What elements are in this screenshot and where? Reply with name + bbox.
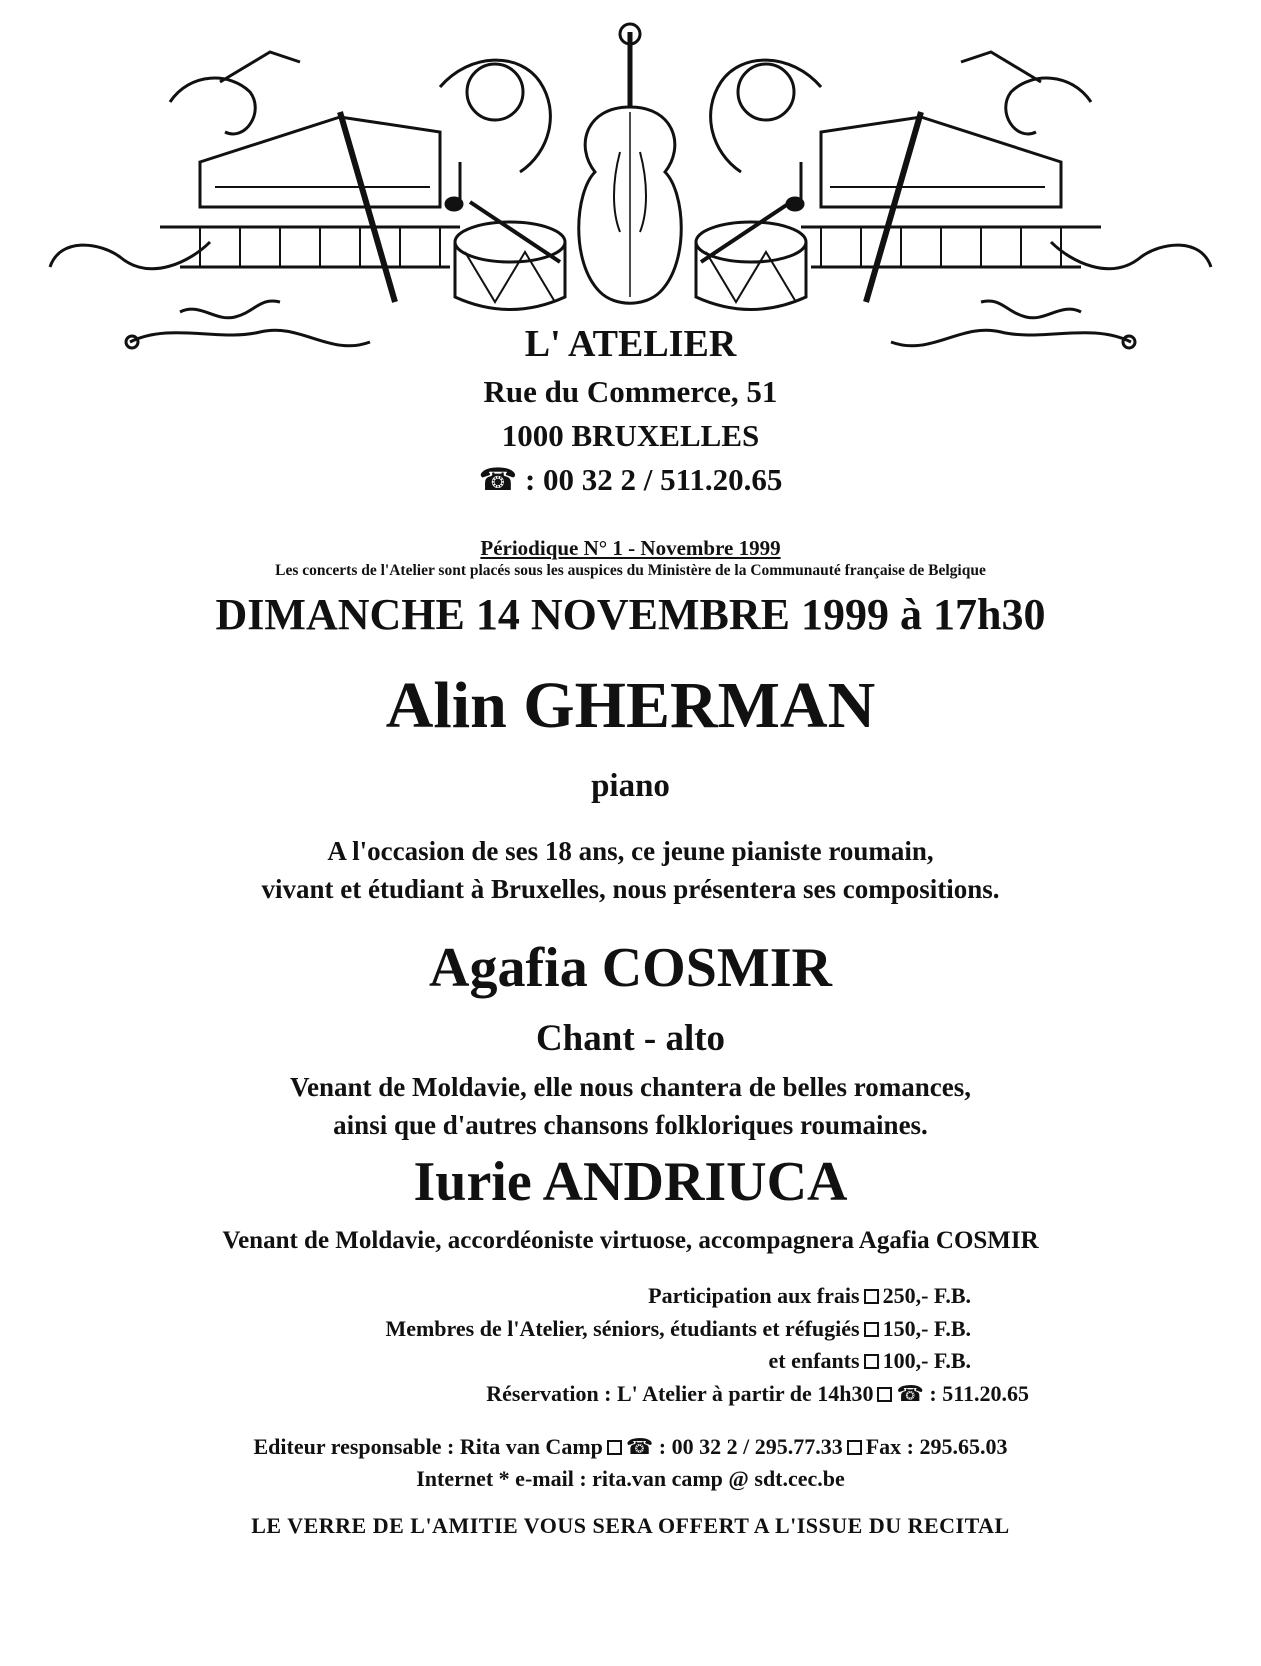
auspices-note: Les concerts de l'Atelier sont placés sous les auspices du Ministère de la Communauté française de Belgique: [275, 562, 986, 579]
price-row-members: [385, 1316, 971, 1342]
telephone-icon: ☎: [625, 1434, 654, 1459]
performer-description: Venant de Moldavie, elle nous chantera de belles romances,: [290, 1072, 971, 1102]
price-value: 150,- F.B.: [882, 1316, 971, 1341]
performer-name: Alin GHERMAN: [385, 669, 876, 742]
bullet-box-icon: [847, 1440, 862, 1455]
performer-description: Venant de Moldavie, accordéoniste virtuose, accompagnera Agafia COSMIR: [222, 1227, 1039, 1254]
venue-name: L' ATELIER: [524, 323, 737, 365]
bullet-box-icon: [864, 1354, 879, 1369]
price-label: Membres de l'Atelier, séniors, étudiants et réfugiés: [385, 1316, 860, 1341]
venue-street: Rue du Commerce, 51: [483, 374, 778, 409]
performer-description: A l'occasion de ses 18 ans, ce jeune pianiste roumain,: [327, 836, 934, 866]
reservation-label: Réservation : L' Atelier à partir de 14h30: [486, 1381, 874, 1406]
price-row-standard: [648, 1283, 971, 1309]
reservation-phone: : 511.20.65: [929, 1381, 1029, 1406]
performer-role: Chant - alto: [535, 1018, 726, 1059]
periodical: Périodique N° 1 - Novembre 1999: [480, 536, 781, 560]
periodical-line: [0, 536, 1261, 561]
reservation-row: [486, 1381, 1029, 1407]
editor-name: Editeur responsable : Rita van Camp: [253, 1434, 603, 1459]
price-row-children: [769, 1348, 971, 1374]
performer-description: ainsi que d'autres chansons folkloriques roumaines.: [333, 1110, 928, 1140]
performer-name: Iurie ANDRIUCA: [413, 1151, 848, 1213]
internet-line: Internet * e-mail : rita.van camp @ sdt.cec.be: [416, 1466, 845, 1491]
price-label: Participation aux frais: [648, 1283, 860, 1308]
telephone-icon: ☎: [478, 462, 518, 497]
price-value: 100,- F.B.: [882, 1348, 971, 1373]
editor-phone: : 00 32 2 / 295.77.33: [658, 1434, 843, 1459]
price-label: et enfants: [768, 1348, 860, 1373]
venue-phone: : 00 32 2 / 511.20.65: [524, 462, 783, 497]
performer-name: Agafia COSMIR: [429, 937, 832, 999]
event-date: DIMANCHE 14 NOVEMBRE 1999 à 17h30: [215, 590, 1046, 639]
venue-city: 1000 BRUXELLES: [501, 418, 760, 453]
price-value: 250,- F.B.: [882, 1283, 971, 1308]
bullet-box-icon: [877, 1387, 892, 1402]
closing-line: LE VERRE DE L'AMITIE VOUS SERA OFFERT A L'ISSUE DU RECITAL: [251, 1513, 1010, 1538]
bullet-box-icon: [864, 1322, 879, 1337]
performer-role: piano: [591, 768, 670, 804]
telephone-icon: ☎: [896, 1381, 924, 1406]
bullet-box-icon: [864, 1289, 879, 1304]
bullet-box-icon: [607, 1440, 622, 1455]
editor-fax: Fax : 295.65.03: [865, 1434, 1008, 1459]
venue-phone-line: [0, 462, 1261, 498]
editor-line: [0, 1434, 1261, 1460]
performer-description: vivant et étudiant à Bruxelles, nous présentera ses compositions.: [261, 874, 1000, 904]
